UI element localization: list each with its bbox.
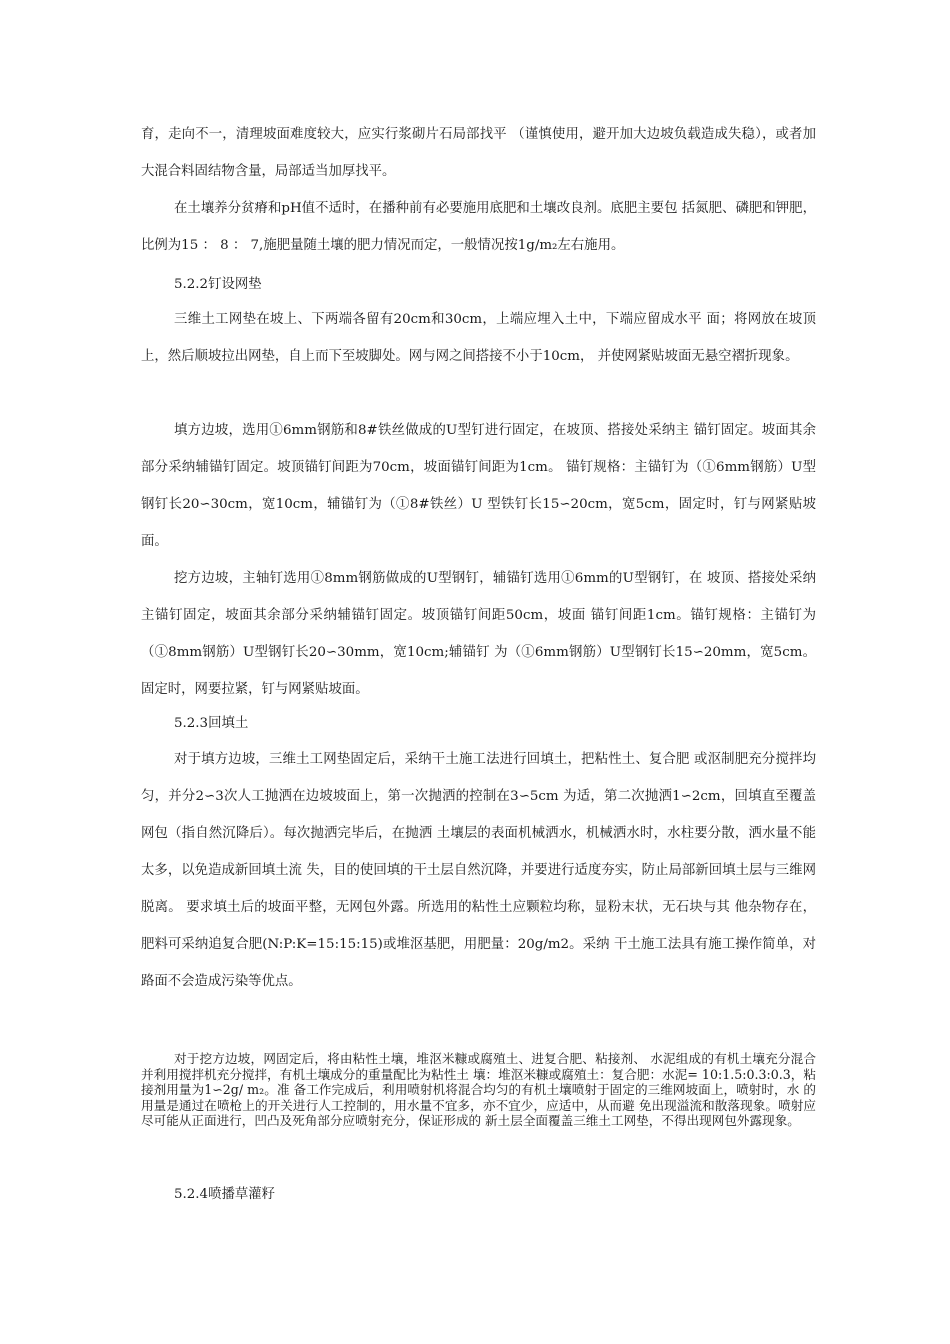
- paragraph-fill-slope-backfill: 对于填方边坡，三维土工网垫固定后，采纳干土施工法进行回填土，把粘性土、复合肥 或沤制肥充分搅拌均匀，并分2∽3次人工抛洒在边坡坡面上，第一次抛洒的控制在3∽5cm 为适，第二次抛洒1∽2cm，回填直至覆盖网包（指自然沉降后）。每次抛洒完毕后，在抛洒 土壤层的表面机械洒水，机械洒水时，水柱要分散，洒水量不能太多，以免造成新回填土流 失，目的使回填的干土层自然沉降，并要进行适度夯实，防止局部新回填土层与三维网脱离。 要求填土后的坡面平整，无网包外露。所选用的粘性土应颗粒均称，显粉末状，无石块与其 他杂物存在，肥料可采纳追复合肥(N:P:K=15:15:15)或堆沤基肥，用肥量：20g/m2。采纳 干土施工法具有施工操作简单，对路面不会造成污染等优点。: [141, 752, 816, 989]
- paragraph-cut-slope-spray: 对于挖方边坡，网固定后，将由粘性土壤，堆沤米糠或腐殖土、进复合肥、粘接剂、 水泥组成的有机土壤充分混合并利用搅拌机充分搅拌，有机土壤成分的重量配比为粘性土 壤：堆沤米糠或腐殖土：复合肥：水泥= 10:1.5:0.3:0.3，粘接剂用量为1∽2g/ m₂。准 备工作完成后，利用喷射机将混合均匀的有机土壤喷射于固定的三维网坡面上，喷射时，水 的用量是通过在喷枪上的开关进行人工控制的，用水量不宜多，亦不宜少，应适中，从而避 免出现溢流和散落现象。喷射应尽可能从正面进行，凹凸及死角部分应喷射充分，保证形成的 新土层全面覆盖三维土工网垫，不得出现网包外露现象。: [141, 1051, 816, 1129]
- paragraph-slope-leveling: 育，走向不一，清理坡面难度较大，应实行浆砌片石局部找平 （谨慎使用，避开加大边坡负载造成失稳），或者加大混合料固结物含量，局部适当加厚找平。: [141, 127, 816, 179]
- paragraph-net-laying: 三维土工网垫在坡上、下两端各留有20cm和30cm，上端应埋入土中，下端应留成水平 面；将网放在坡顶上，然后顺坡拉出网垫，自上而下至坡脚处。网与网之间搭接不小于10cm， 并使网紧贴坡面无悬空褶折现象。: [141, 312, 816, 364]
- heading-5-2-2: 5.2.2钉设网垫: [174, 277, 262, 292]
- heading-5-2-3: 5.2.3回填土: [174, 716, 249, 731]
- paragraph-cut-slope-anchors: 挖方边坡，主轴钉选用①8mm钢筋做成的U型钢钉，辅锚钉选用①6mm的U型钢钉，在 坡顶、搭接处采纳主锚钉固定，坡面其余部分采纳辅锚钉固定。坡顶锚钉间距50cm，坡面 锚钉间距1cm。锚钉规格：主锚钉为（①8mm钢筋）U型钢钉长20∽30mm，宽10cm;辅锚钉 为（①6mm钢筋）U型钢钉长15∽20mm，宽5cm。固定时，网要拉紧，钉与网紧贴坡面。: [141, 571, 816, 697]
- paragraph-base-fertilizer: 在土壤养分贫瘠和pH值不适时，在播种前有必要施用底肥和土壤改良剂。底肥主要包 括氮肥、磷肥和钾肥，比例为15 ： 8 ： 7,施肥量随土壤的肥力情况而定，一般情况按1g/m₂左右施用。: [141, 201, 816, 253]
- paragraph-fill-slope-anchors: 填方边坡，选用①6mm钢筋和8#铁丝做成的U型钉进行固定，在坡顶、搭接处采纳主 锚钉固定。坡面其余部分采纳辅锚钉固定。坡顶锚钉间距为70cm，坡面锚钉间距为1cm。 锚钉规格：主锚钉为（①6mm钢筋）U型钢钉长20∽30cm，宽10cm，辅锚钉为（①8#铁丝）U 型铁钉长15∽20cm，宽5cm，固定时，钉与网紧贴坡面。: [141, 423, 816, 549]
- heading-5-2-4: 5.2.4喷播草灌籽: [174, 1187, 276, 1202]
